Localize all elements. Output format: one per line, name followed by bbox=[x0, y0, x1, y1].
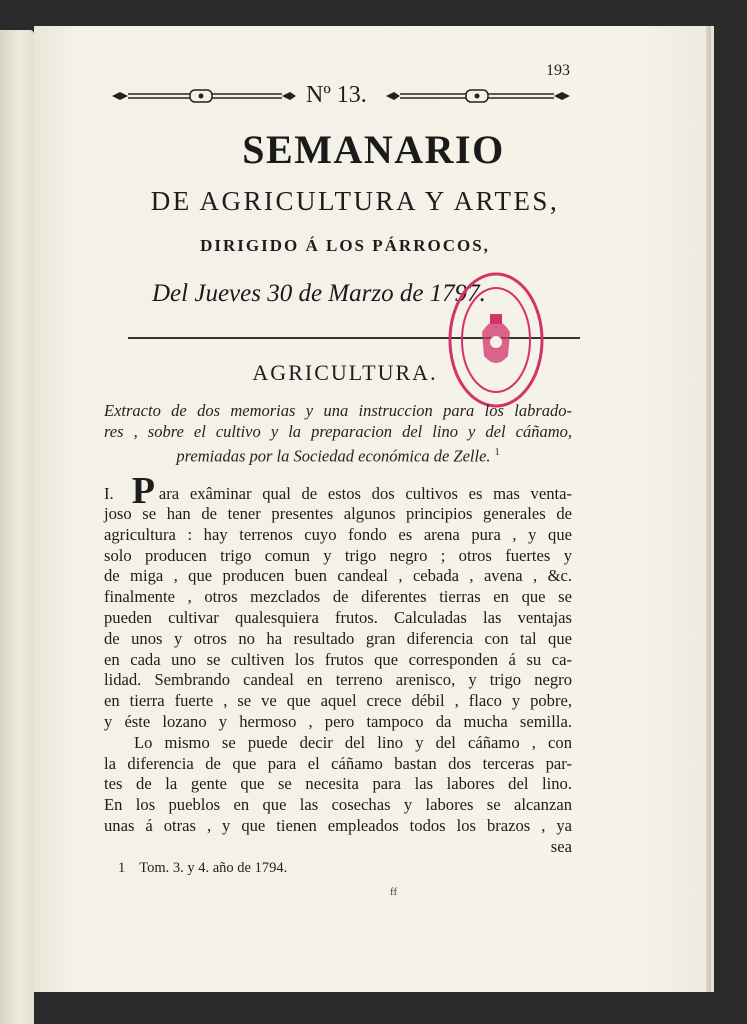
body-line: de miga , que producen buen candeal , cebada , avena , &c. bbox=[104, 566, 572, 586]
page-number: 193 bbox=[546, 62, 570, 79]
article-body bbox=[104, 470, 572, 858]
body-line-text: ara exâminar qual de estos dos cultivos es mas venta- bbox=[158, 484, 572, 503]
body-line: tes de la gente que se necesita para las labores del lino. bbox=[104, 774, 572, 794]
footnote-number: 1 bbox=[118, 860, 126, 876]
article-abstract bbox=[104, 400, 572, 467]
section-heading: AGRICULTURA. bbox=[252, 360, 438, 385]
ornament-rule-right-icon bbox=[386, 88, 572, 104]
footnote-reference: 1 bbox=[494, 447, 500, 458]
body-line: Lo mismo se puede decir del lino y del cáñamo , con bbox=[134, 732, 572, 752]
body-line: joso se han de tener presentes algunos principios generales de bbox=[104, 504, 572, 523]
body-line: lidad. Sembrando candeal en terreno arenisco, y trigo negro bbox=[104, 670, 572, 690]
body-line: solo producen trigo comun y trigo negro ; otros fuertes y bbox=[104, 545, 572, 565]
abstract-line: res , sobre el cultivo y la preparacion del lino y del cáñamo, bbox=[104, 422, 572, 441]
ornament-rule-left-icon bbox=[110, 88, 296, 104]
facing-page-edge bbox=[0, 30, 34, 1024]
body-line: en tierra fuerte , se ve que aquel crece débil , flaco y pobre, bbox=[104, 691, 572, 711]
body-line: en cada uno se cultiven los frutos que corresponden á su ca- bbox=[104, 649, 572, 669]
body-line: finalmente , otros mezclados de diferentes tierras en que se bbox=[104, 587, 572, 607]
body-line: pueden cultivar qualesquiera frutos. Calculadas las ventajas bbox=[104, 607, 572, 627]
signature-mark: ff bbox=[390, 886, 398, 898]
body-line: y éste lozano y hermoso , pero tampoco da mucha semilla. bbox=[104, 711, 572, 731]
body-line: En los pueblos en que las cosechas y labores se alcanzan bbox=[104, 795, 572, 815]
paragraph-number: I. bbox=[104, 484, 114, 503]
drop-cap: P bbox=[131, 470, 155, 512]
catchword: sea bbox=[550, 836, 572, 856]
issue-number: Nº 13. bbox=[306, 82, 367, 108]
body-line: unas á otras , y que tienen empleados todos los brazos , ya bbox=[104, 815, 572, 835]
publication-title: SEMANARIO bbox=[242, 127, 505, 172]
dedication-line: DIRIGIDO Á LOS PÁRROCOS, bbox=[200, 236, 490, 255]
body-line: la diferencia de que para el cáñamo bastan dos terceras par- bbox=[104, 753, 572, 773]
publication-subtitle: DE AGRICULTURA Y ARTES, bbox=[150, 186, 560, 216]
body-line bbox=[104, 470, 572, 512]
footnote-text: Tom. 3. y 4. año de 1794. bbox=[139, 860, 288, 876]
body-line: de unos y otros no ha resultado gran diferencia con tal que bbox=[104, 628, 572, 648]
body-line: agricultura : hay terrenos cuyo fondo es arena pura , y que bbox=[104, 524, 572, 544]
footnote bbox=[118, 860, 287, 877]
abstract-line-text: premiadas por la Sociedad económica de Zelle. bbox=[176, 446, 491, 466]
issue-date: Del Jueves 30 de Marzo de 1797. bbox=[152, 280, 486, 307]
abstract-line bbox=[104, 442, 572, 467]
issue-header bbox=[110, 82, 570, 110]
abstract-line: Extracto de dos memorias y una instruccion para los labrado- bbox=[104, 401, 572, 420]
library-stamp-icon bbox=[446, 270, 546, 410]
